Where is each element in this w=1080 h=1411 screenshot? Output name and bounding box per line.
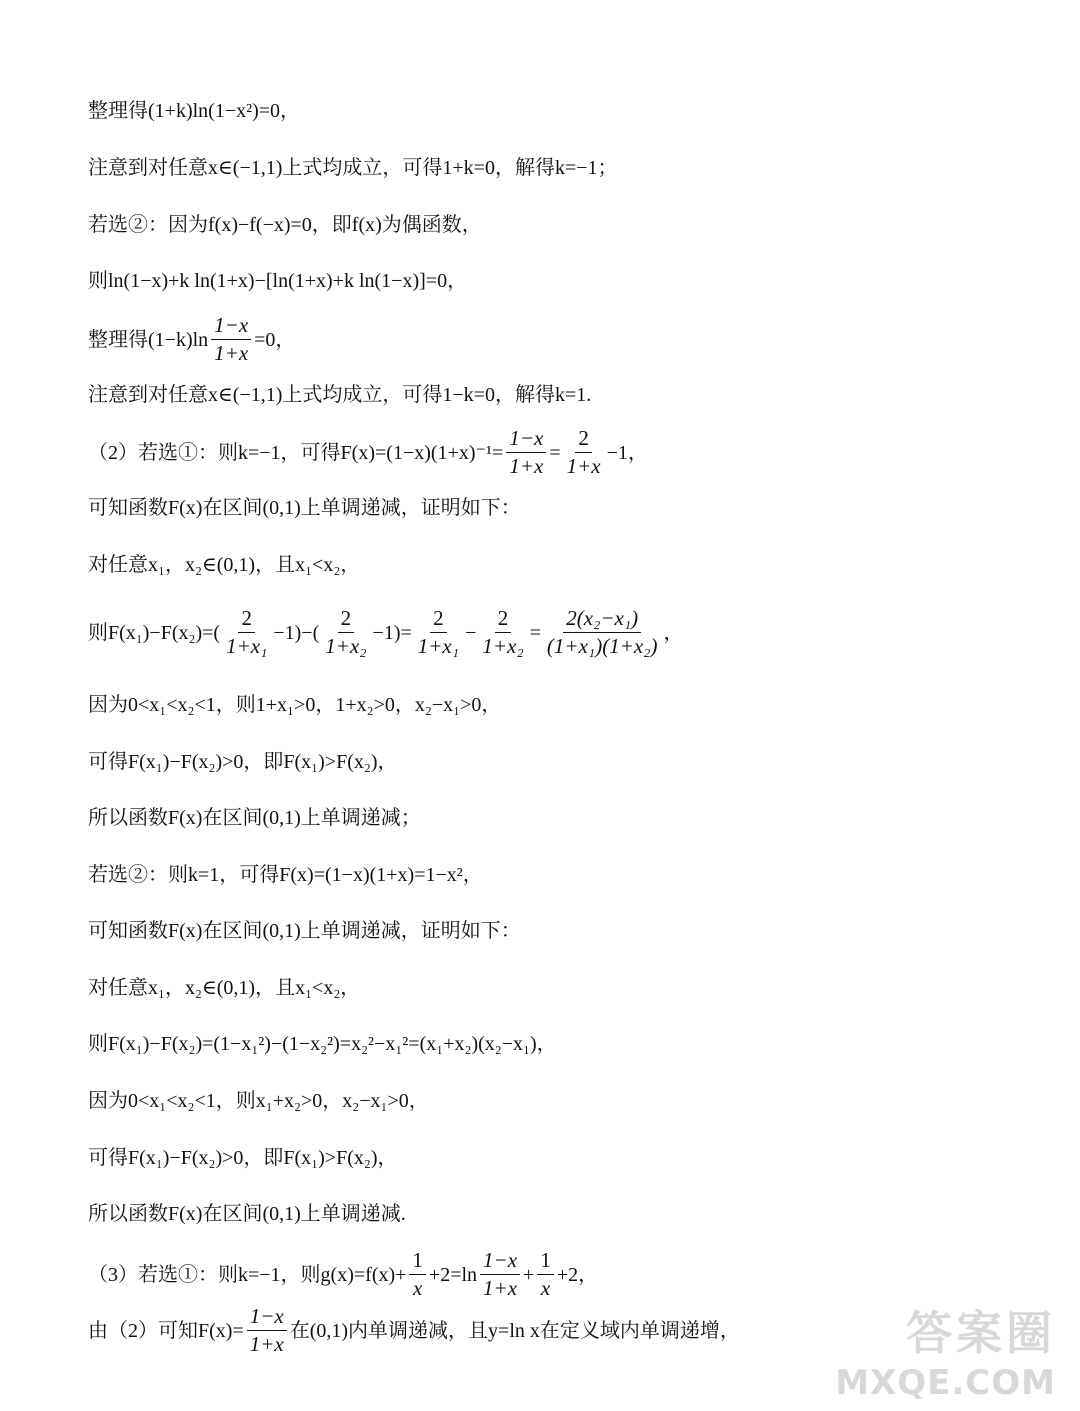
text-line-16: 对任意x₁，x₂∈(0,1)，且x₁<x₂，	[88, 977, 361, 999]
fraction-numerator: 2(x₂−x₁)	[563, 608, 641, 633]
text-line-7b: =	[549, 441, 561, 464]
fraction-denominator: 1+x	[483, 1276, 518, 1300]
line-8	[88, 498, 521, 518]
text-line-5b: =0，	[254, 328, 296, 351]
fraction-denominator: 1+x₁	[417, 634, 460, 658]
text-line-22b: 在(0,1)内单调递减，且y=ln x在定义域内单调递增，	[289, 1319, 740, 1342]
line-2	[88, 158, 618, 178]
fraction	[564, 428, 604, 477]
fraction	[506, 428, 546, 477]
fraction	[223, 608, 270, 657]
text-line-15: 可知函数F(x)在区间(0,1)上单调递减，证明如下：	[88, 920, 521, 942]
fraction-numerator: 1−x	[247, 1306, 287, 1331]
line-17	[88, 1034, 557, 1054]
fraction-numerator: 1−x	[211, 315, 251, 340]
text-line-10c: −1)=	[372, 621, 412, 644]
text-line-4: 则ln(1−x)+k ln(1+x)−[ln(1+x)+k ln(1−x)]=0，	[88, 270, 468, 292]
text-line-10e: =	[529, 621, 541, 644]
line-21	[88, 1250, 598, 1299]
fraction-numerator: 2	[338, 608, 355, 633]
text-line-6: 注意到对任意x∈(−1,1)上式均成立，可得1−k=0，解得k=1.	[88, 384, 592, 406]
line-19	[88, 1148, 398, 1168]
text-line-5a: 整理得(1−k)ln	[88, 328, 209, 351]
fraction	[409, 1250, 426, 1299]
text-line-7a: （2）若选①：则k=−1，可得F(x)=(1−x)(1+x)⁻¹=	[88, 441, 504, 464]
line-13	[88, 808, 421, 828]
watermark-logo-text: 答案圈	[906, 1306, 1056, 1360]
text-line-10a: 则F(x₁)−F(x₂)=(	[88, 621, 221, 644]
text-line-10f: ，	[663, 621, 684, 644]
fraction-denominator: 1+x₂	[325, 634, 367, 658]
fraction-numerator: 1	[409, 1250, 426, 1275]
fraction-denominator: 1+x	[249, 1332, 284, 1356]
fraction	[537, 1250, 554, 1299]
line-11	[88, 695, 501, 715]
text-line-21b: +2=ln	[428, 1263, 478, 1286]
fraction-numerator: 1	[537, 1250, 554, 1275]
text-line-21c: +	[523, 1263, 535, 1286]
line-22	[88, 1306, 740, 1355]
line-4	[88, 271, 467, 291]
text-line-13: 所以函数F(x)在区间(0,1)上单调递减；	[88, 807, 421, 829]
fraction-denominator: x	[413, 1276, 423, 1300]
line-5	[88, 315, 295, 364]
line-12	[88, 752, 398, 772]
line-3	[88, 215, 482, 235]
fraction-numerator: 2	[495, 608, 512, 633]
text-line-22a: 由（2）可知F(x)=	[88, 1319, 244, 1342]
text-line-10d: −	[465, 621, 477, 644]
text-line-2: 注意到对任意x∈(−1,1)上式均成立，可得1+k=0，解得k=−1；	[88, 157, 618, 179]
line-16	[88, 978, 360, 998]
fraction-denominator: 1+x	[566, 454, 601, 478]
fraction-numerator: 2	[575, 428, 592, 453]
text-line-20: 所以函数F(x)在区间(0,1)上单调递减.	[88, 1203, 406, 1225]
line-9	[88, 555, 360, 575]
fraction-numerator: 2	[238, 608, 255, 633]
line-10	[88, 608, 683, 657]
fraction	[480, 1250, 520, 1299]
fraction-denominator: 1+x₁	[226, 634, 268, 658]
fraction	[322, 608, 369, 657]
fraction-denominator: (1+x₁)(1+x₂)	[546, 634, 658, 658]
text-line-3: 若选②：因为f(x)−f(−x)=0，即f(x)为偶函数，	[88, 214, 482, 236]
line-14	[88, 865, 483, 885]
line-1	[88, 101, 300, 121]
text-line-19: 可得F(x₁)−F(x₂)>0，即F(x₁)>F(x₂)，	[88, 1147, 398, 1169]
line-6	[88, 385, 591, 405]
fraction	[415, 608, 462, 657]
fraction-denominator: 1+x	[214, 341, 249, 365]
text-line-14: 若选②：则k=1，可得F(x)=(1−x)(1+x)=1−x²，	[88, 864, 483, 886]
text-line-9: 对任意x₁，x₂∈(0,1)，且x₁<x₂，	[88, 554, 361, 576]
fraction-denominator: 1+x₂	[482, 634, 524, 658]
text-line-8: 可知函数F(x)在区间(0,1)上单调递减，证明如下：	[88, 497, 521, 519]
fraction	[211, 315, 251, 364]
watermark	[835, 1297, 1056, 1403]
fraction-denominator: x	[540, 1276, 551, 1300]
text-line-10b: −1)−(	[273, 621, 320, 644]
line-15	[88, 921, 521, 941]
line-7	[88, 428, 648, 477]
fraction-numerator: 2	[430, 608, 447, 633]
fraction	[544, 608, 661, 657]
fraction-numerator: 1−x	[480, 1250, 520, 1275]
fraction-numerator: 1−x	[506, 428, 546, 453]
text-line-1: 整理得(1+k)ln(1−x²)=0，	[88, 100, 301, 122]
fraction	[247, 1306, 287, 1355]
line-18	[88, 1091, 429, 1111]
text-line-21a: （3）若选①：则k=−1，则g(x)=f(x)+	[88, 1263, 407, 1286]
text-line-17: 则F(x₁)−F(x₂)=(1−x₁²)−(1−x₂²)=x₂²−x₁²=(x₁+x₂)(x₂−x₁)，	[88, 1033, 557, 1055]
text-line-18: 因为0<x₁<x₂<1，则x₁+x₂>0，x₂−x₁>0，	[88, 1090, 429, 1112]
text-line-11: 因为0<x₁<x₂<1，则1+x₁>0，1+x₂>0，x₂−x₁>0，	[88, 694, 502, 716]
fraction	[479, 608, 526, 657]
line-20	[88, 1204, 406, 1224]
watermark-url: MXQE.COM	[835, 1363, 1056, 1403]
text-line-12: 可得F(x₁)−F(x₂)>0，即F(x₁)>F(x₂)，	[88, 751, 398, 773]
text-line-7c: −1，	[606, 441, 648, 464]
fraction-denominator: 1+x	[509, 454, 544, 478]
text-line-21d: +2，	[556, 1263, 599, 1286]
